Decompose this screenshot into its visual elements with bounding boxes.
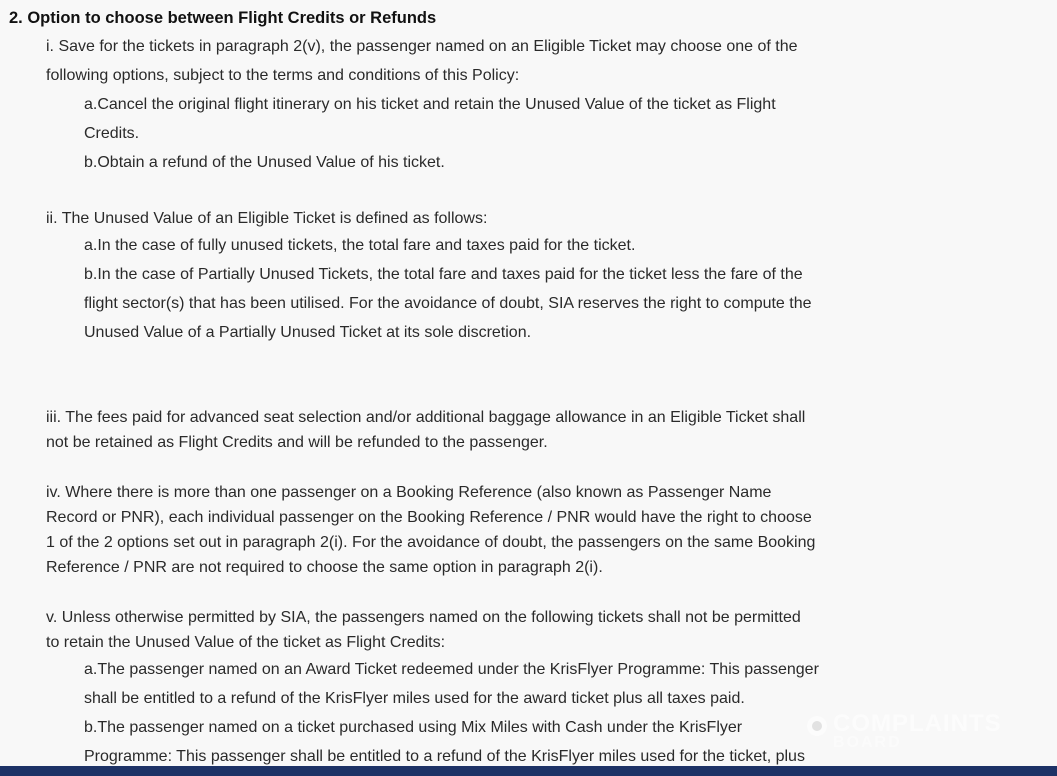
- paragraph-line: iii. The fees paid for advanced seat selection and/or additional baggage allowance in an Eligible Ticket shall: [46, 409, 806, 426]
- watermark-text: COMPLAINTS: [833, 710, 1002, 737]
- paragraph-line: b.The passenger named on a ticket purchased using Mix Miles with Cash under the KrisFlyer: [84, 719, 743, 736]
- paragraph-line: a.Cancel the original flight itinerary on his ticket and retain the Unused Value of the ticket as Flight: [84, 96, 776, 113]
- paragraph-line: b.Obtain a refund of the Unused Value of his ticket.: [84, 154, 445, 171]
- paragraph-line: Credits.: [84, 125, 140, 142]
- paragraph-line: shall be entitled to a refund of the KrisFlyer miles used for the award ticket plus all taxes paid.: [84, 690, 745, 707]
- bottom-bar: [0, 766, 1057, 776]
- paragraph-line: a.In the case of fully unused tickets, the total fare and taxes paid for the ticket.: [84, 237, 636, 254]
- watermark-subtext: BOARD: [833, 734, 902, 751]
- paragraph-line: to retain the Unused Value of the ticket as Flight Credits:: [46, 634, 446, 651]
- paragraph-line: Record or PNR), each individual passenger on the Booking Reference / PNR would have the right to choose: [46, 509, 812, 526]
- paragraph-line: following options, subject to the terms and conditions of this Policy:: [46, 67, 520, 84]
- paragraph-line: i. Save for the tickets in paragraph 2(v), the passenger named on an Eligible Ticket may choose one of the: [46, 38, 798, 55]
- paragraph-line: 1 of the 2 options set out in paragraph 2(i). For the avoidance of doubt, the passengers on the same Booking: [46, 534, 816, 551]
- watermark-logo-icon: [805, 714, 829, 738]
- paragraph-line: flight sector(s) that has been utilised. For the avoidance of doubt, SIA reserves the right to compute the: [84, 295, 812, 312]
- paragraph-line: Reference / PNR are not required to choose the same option in paragraph 2(i).: [46, 559, 603, 576]
- paragraph-line: Unused Value of a Partially Unused Ticket at its sole discretion.: [84, 324, 532, 341]
- paragraph-line: iv. Where there is more than one passenger on a Booking Reference (also known as Passenger Name: [46, 484, 772, 501]
- section-heading: 2. Option to choose between Flight Credits or Refunds: [9, 9, 437, 27]
- paragraph-line: b.In the case of Partially Unused Tickets, the total fare and taxes paid for the ticket less the fare of the: [84, 266, 803, 283]
- paragraph-line: a.The passenger named on an Award Ticket redeemed under the KrisFlyer Programme: This passenger: [84, 661, 819, 678]
- watermark: [805, 710, 1015, 755]
- paragraph-line: v. Unless otherwise permitted by SIA, the passengers named on the following tickets shall not be permitted: [46, 609, 801, 626]
- paragraph-line: ii. The Unused Value of an Eligible Ticket is defined as follows:: [46, 210, 488, 227]
- paragraph-line: Programme: This passenger shall be entitled to a refund of the KrisFlyer miles used for the ticket, plus: [84, 748, 805, 765]
- paragraph-line: not be retained as Flight Credits and will be refunded to the passenger.: [46, 434, 548, 451]
